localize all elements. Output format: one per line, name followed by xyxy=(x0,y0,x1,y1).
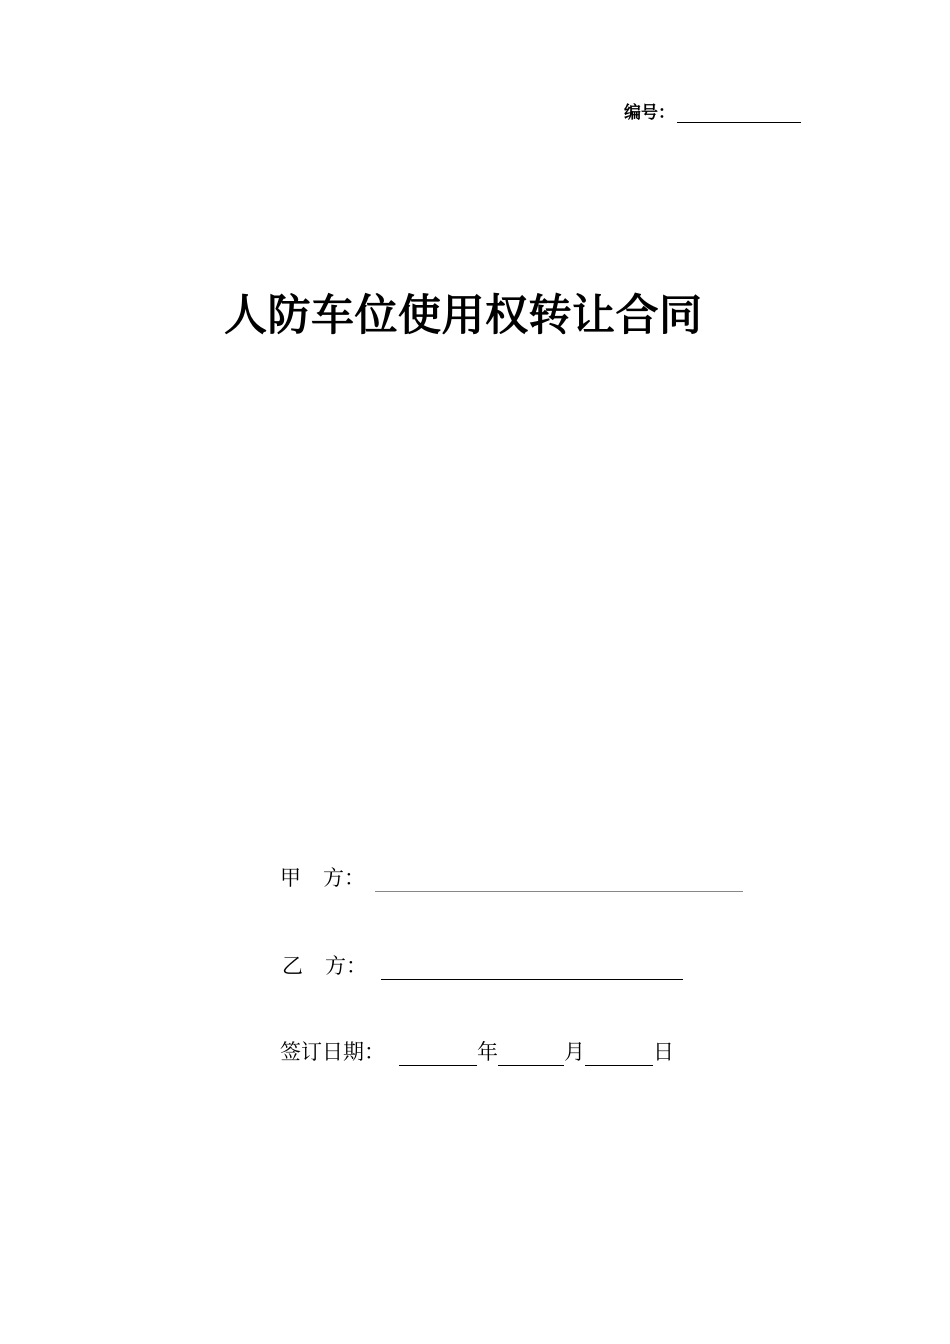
signing-date-label: 签订日期： xyxy=(280,1040,385,1064)
serial-number-field xyxy=(624,98,801,123)
signing-year-blank[interactable] xyxy=(399,1045,477,1066)
party-a-label-char2: 方： xyxy=(323,866,365,890)
party-b-blank[interactable] xyxy=(381,959,683,980)
signing-month-label: 月 xyxy=(564,1040,585,1064)
signing-year-label: 年 xyxy=(477,1040,498,1064)
serial-number-blank[interactable] xyxy=(677,104,801,123)
party-a-label-char1: 甲 xyxy=(280,866,301,890)
signing-day-label: 日 xyxy=(653,1040,674,1064)
signing-date-field xyxy=(280,1036,674,1066)
document-title: 人防车位使用权转让合同 xyxy=(224,291,703,341)
party-a-field xyxy=(280,862,743,892)
party-a-blank[interactable] xyxy=(375,863,743,892)
signing-month-blank[interactable] xyxy=(498,1045,564,1066)
party-b-field xyxy=(282,950,683,980)
party-b-label-char1: 乙 xyxy=(282,954,303,978)
signing-day-blank[interactable] xyxy=(585,1045,653,1066)
serial-number-label: 编号： xyxy=(624,103,675,123)
party-b-label-char2: 方： xyxy=(325,954,367,978)
